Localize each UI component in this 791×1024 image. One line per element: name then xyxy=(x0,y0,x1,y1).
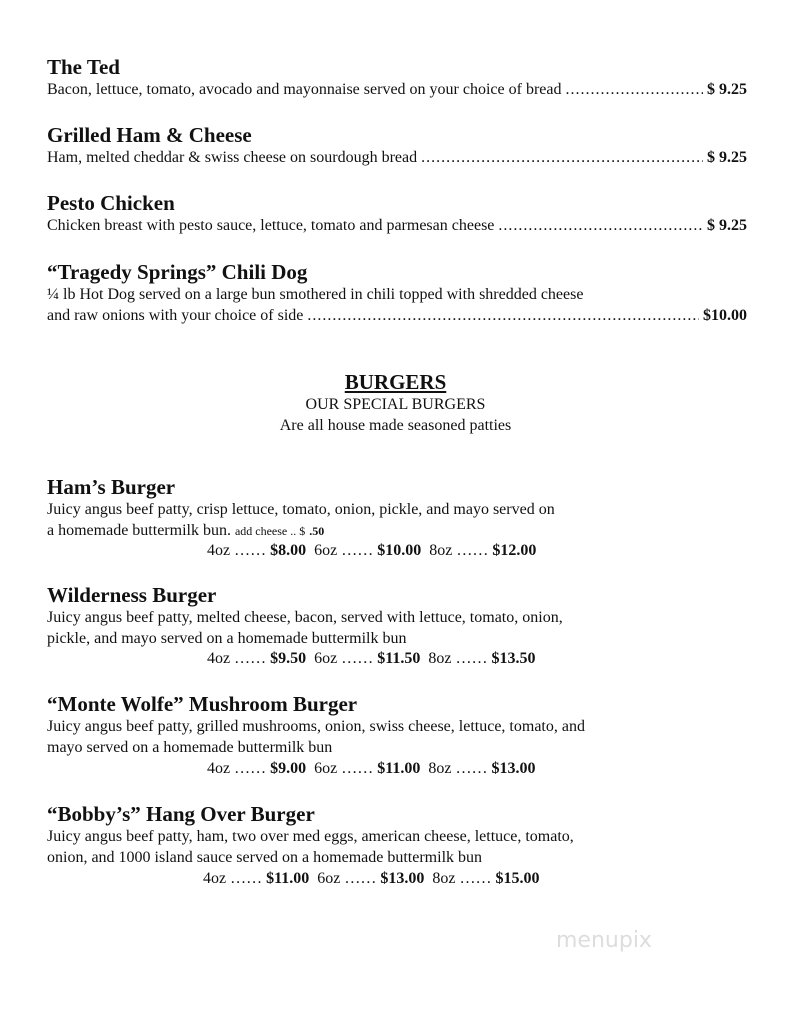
item-name: Grilled Ham & Cheese xyxy=(47,123,252,147)
size-label: 4oz xyxy=(203,870,227,887)
menu-item-wilderness-burger xyxy=(47,583,747,649)
size-label: 4oz xyxy=(207,760,231,777)
item-price: $10.00 xyxy=(703,307,747,324)
item-description: Juicy angus beef patty, crisp lettuce, tomato, onion, pickle, and mayo served on xyxy=(47,501,555,518)
item-description-line xyxy=(47,215,747,236)
size-price: $10.00 xyxy=(377,542,422,559)
size-label: 8oz xyxy=(432,870,456,887)
size-label: 4oz xyxy=(207,650,231,667)
size-label: 4oz xyxy=(207,542,231,559)
size-label: 8oz xyxy=(428,650,452,667)
size-prices: 4oz …… $9.50 6oz …… $11.50 8oz …… $13.50 xyxy=(207,650,536,667)
menu-item-mushroom-burger xyxy=(47,692,747,758)
size-price: $13.00 xyxy=(491,760,536,777)
size-price: $9.00 xyxy=(270,760,307,777)
menu-item-chili-dog xyxy=(47,260,747,326)
item-description-line xyxy=(47,147,747,168)
item-description: Juicy angus beef patty, melted cheese, bacon, served with lettuce, tomato, onion, xyxy=(47,609,563,626)
item-description: Juicy angus beef patty, grilled mushrooms, onion, swiss cheese, lettuce, tomato, and xyxy=(47,718,585,735)
addon-label: add cheese .. $ xyxy=(234,524,306,538)
section-title: BURGERS xyxy=(344,370,447,394)
item-description-cont: mayo served on a homemade buttermilk bun xyxy=(47,739,333,756)
item-name: “Tragedy Springs” Chili Dog xyxy=(47,260,308,284)
size-label: 8oz xyxy=(429,542,453,559)
item-name: Ham’s Burger xyxy=(47,475,176,499)
size-price: $9.50 xyxy=(270,650,307,667)
item-description-line xyxy=(47,79,747,100)
item-name: “Monte Wolfe” Mushroom Burger xyxy=(47,692,358,716)
menu-item-hang-over-burger xyxy=(47,802,747,868)
item-description: Juicy angus beef patty, ham, two over med eggs, american cheese, lettuce, tomato, xyxy=(47,828,574,845)
size-prices: 4oz …… $9.00 6oz …… $11.00 8oz …… $13.00 xyxy=(207,760,536,777)
size-price: $8.00 xyxy=(270,542,307,559)
size-price: $13.50 xyxy=(491,650,536,667)
item-name: Pesto Chicken xyxy=(47,191,175,215)
size-price: $11.00 xyxy=(377,760,421,777)
size-price: $11.50 xyxy=(377,650,421,667)
item-description: Bacon, lettuce, tomato, avocado and mayonnaise served on your choice of bread xyxy=(47,81,562,98)
menu-item-grilled-ham-cheese xyxy=(47,123,747,168)
item-description: Ham, melted cheddar & swiss cheese on sourdough bread xyxy=(47,149,418,166)
item-description-cont: pickle, and mayo served on a homemade buttermilk bun xyxy=(47,630,407,647)
item-name: “Bobby’s” Hang Over Burger xyxy=(47,802,315,826)
section-subtitle: OUR SPECIAL BURGERS xyxy=(305,396,486,413)
size-label: 6oz xyxy=(314,760,338,777)
addon-price: .50 xyxy=(309,524,325,538)
size-prices: 4oz …… $8.00 6oz …… $10.00 8oz …… $12.00 xyxy=(207,542,537,559)
item-description-cont: onion, and 1000 island sauce served on a homemade buttermilk bun xyxy=(47,849,483,866)
menu-item-pesto-chicken xyxy=(47,191,747,236)
dot-leader xyxy=(307,305,699,326)
dot-leader xyxy=(498,215,703,236)
watermark: menupix xyxy=(556,928,652,953)
item-description-text: a homemade buttermilk bun. xyxy=(47,522,231,539)
size-price: $12.00 xyxy=(492,542,537,559)
item-description-cont xyxy=(47,520,747,542)
size-label: 6oz xyxy=(314,542,338,559)
size-price: $13.00 xyxy=(380,870,425,887)
item-name: Wilderness Burger xyxy=(47,583,217,607)
item-price: $ 9.25 xyxy=(707,149,747,166)
dot-leader xyxy=(565,79,703,100)
item-name: The Ted xyxy=(47,55,120,79)
item-description-cont: and raw onions with your choice of side xyxy=(47,307,304,324)
item-price: $ 9.25 xyxy=(707,81,747,98)
menu-item-hams-burger xyxy=(47,475,747,542)
menu-item-the-ted xyxy=(47,55,747,100)
section-note: Are all house made seasoned patties xyxy=(279,417,512,434)
size-label: 8oz xyxy=(428,760,452,777)
item-price: $ 9.25 xyxy=(707,217,747,234)
size-label: 6oz xyxy=(314,650,338,667)
size-price: $11.00 xyxy=(266,870,310,887)
size-label: 6oz xyxy=(317,870,341,887)
size-prices: 4oz …… $11.00 6oz …… $13.00 8oz …… $15.00 xyxy=(203,870,540,887)
size-price: $15.00 xyxy=(495,870,540,887)
item-description-line xyxy=(47,305,747,326)
burgers-section-header xyxy=(0,370,791,436)
dot-leader xyxy=(421,147,703,168)
item-description: Chicken breast with pesto sauce, lettuce, tomato and parmesan cheese xyxy=(47,217,495,234)
item-description: ¼ lb Hot Dog served on a large bun smothered in chili topped with shredded cheese xyxy=(47,286,584,303)
